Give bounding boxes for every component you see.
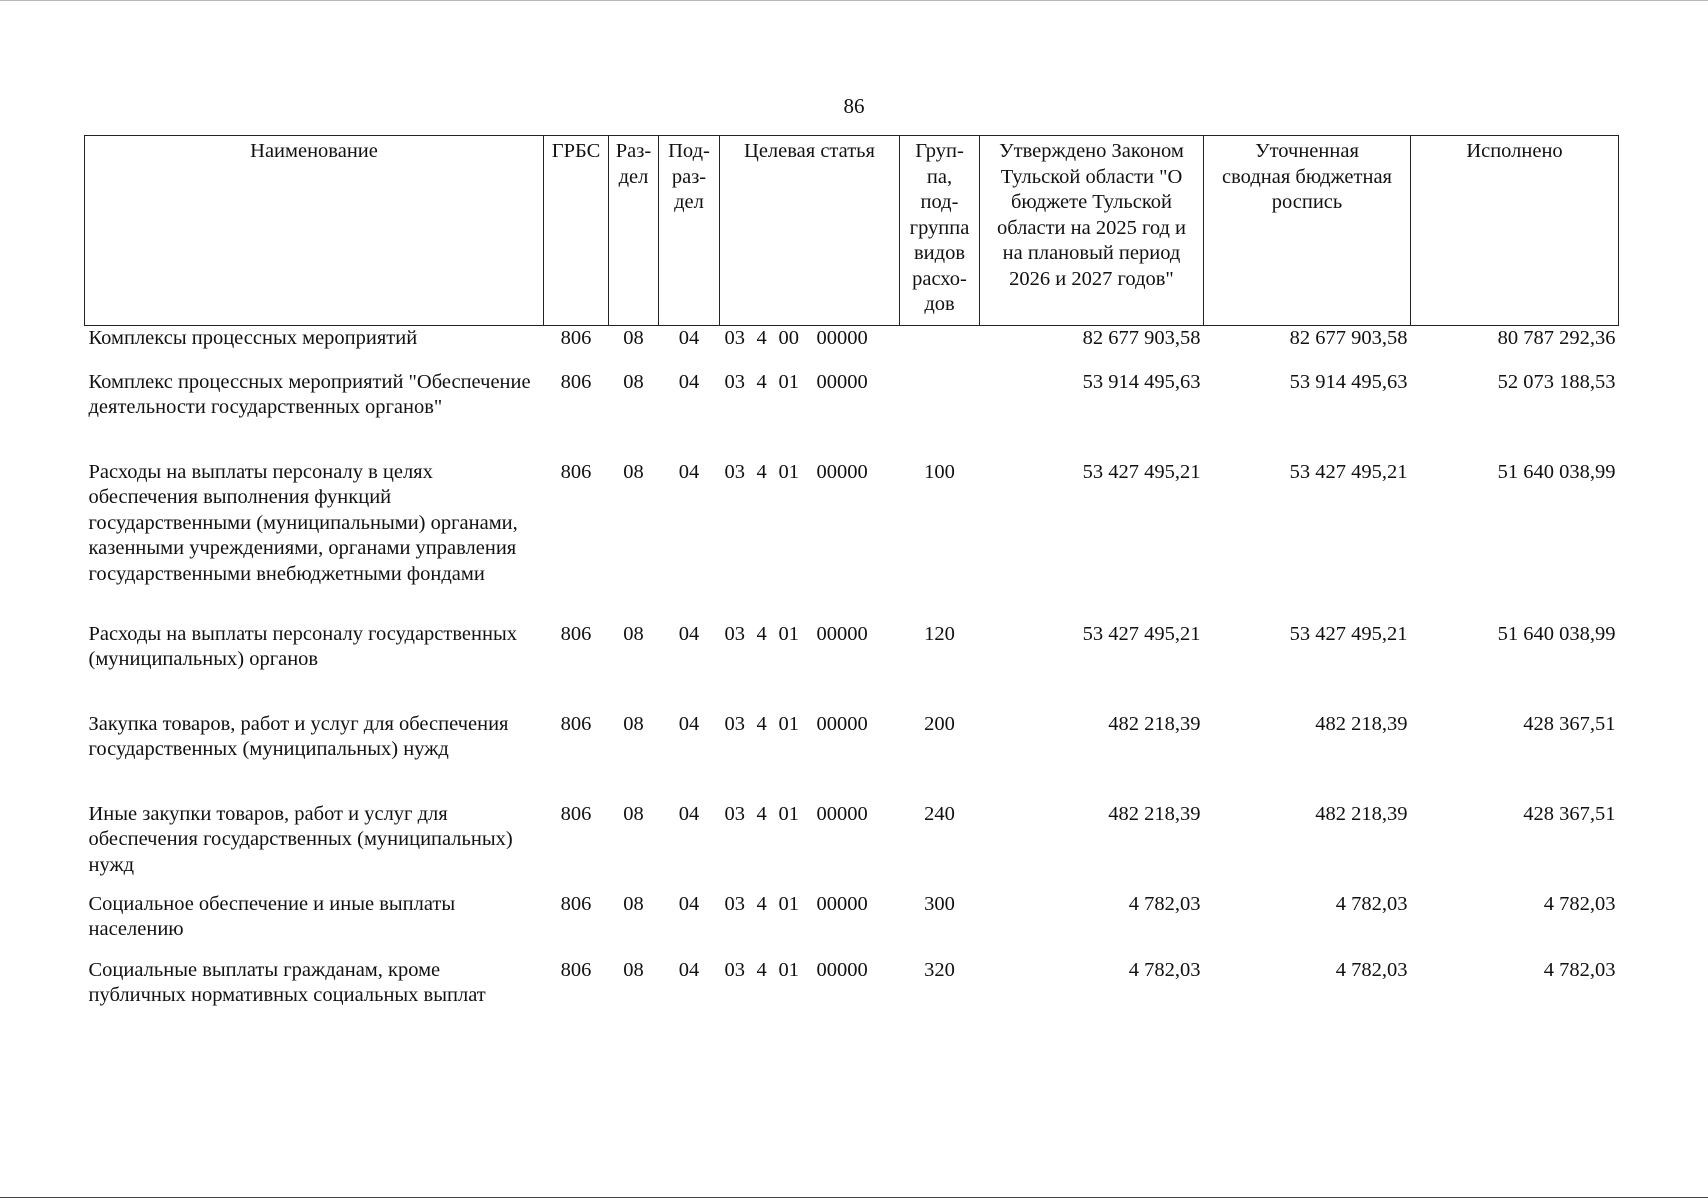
row-approved: [980, 802, 1204, 892]
row-grbs-value: 806: [560, 802, 592, 825]
row-vr: [900, 622, 980, 712]
table-row: [85, 326, 1619, 370]
row-executed: [1411, 622, 1619, 712]
row-approved: [980, 370, 1204, 460]
row-executed: [1411, 802, 1619, 892]
row-target: [720, 802, 900, 892]
table-row: [85, 370, 1619, 460]
row-approved-value: 53 427 495,21: [1082, 460, 1201, 483]
row-name-value: Иные закупки товаров, работ и услуг для обеспечения государственных (муниципальных) нужд: [88, 802, 513, 876]
header-target: [720, 136, 900, 326]
row-name-value: Комплексы процессных мероприятий: [88, 327, 418, 349]
header-target-label: Целевая статья: [744, 140, 875, 162]
row-grbs: [544, 892, 609, 958]
row-podrazdel-value: 04: [678, 622, 700, 645]
row-executed-value: 52 073 188,53: [1497, 370, 1616, 393]
table-row: [85, 802, 1619, 892]
row-vr-value: 320: [924, 958, 955, 981]
row-target: [720, 712, 900, 802]
row-podrazdel-value: 04: [678, 327, 700, 349]
target-code-part: 00000: [816, 460, 868, 483]
row-razdel-value: 08: [623, 622, 644, 645]
row-target: [720, 622, 900, 712]
row-podrazdel: [659, 802, 720, 892]
header-razdel-label: Раз- дел: [615, 140, 652, 188]
target-code-part: 03: [724, 622, 745, 645]
header-name-label: Наименование: [250, 140, 378, 162]
row-name-value: Социальные выплаты гражданам, кроме публичных нормативных социальных выплат: [88, 958, 486, 1006]
target-code-part: 4: [756, 460, 767, 483]
row-grbs: [544, 326, 609, 370]
row-executed-value: 4 782,03: [1543, 892, 1616, 915]
row-podrazdel-value: 04: [678, 892, 700, 915]
row-podrazdel-value: 04: [678, 370, 700, 393]
row-name-value: Социальное обеспечение и иные выплаты населению: [88, 892, 456, 940]
row-podrazdel: [659, 326, 720, 370]
row-refined: [1204, 892, 1411, 958]
row-grbs: [544, 958, 609, 1036]
page-top-edge: [0, 0, 1708, 1]
row-name: [85, 326, 544, 370]
row-podrazdel: [659, 622, 720, 712]
row-vr-value: 240: [924, 802, 955, 825]
row-target: [720, 326, 900, 370]
row-grbs-value: 806: [560, 958, 592, 981]
target-code-part: 4: [756, 712, 767, 735]
target-code-part: 4: [756, 327, 767, 349]
row-executed-value: 51 640 038,99: [1497, 460, 1616, 483]
target-code-part: 03: [724, 958, 745, 981]
table-row: [85, 892, 1619, 958]
target-code-part: 03: [724, 712, 745, 735]
target-code-part: 4: [756, 370, 767, 393]
row-vr: [900, 892, 980, 958]
row-razdel-value: 08: [623, 958, 644, 981]
target-code-part: 00000: [816, 370, 868, 393]
row-executed-value: 4 782,03: [1543, 958, 1616, 981]
target-code-part: 03: [724, 460, 745, 483]
target-code-part: 01: [778, 958, 799, 981]
row-target: [720, 892, 900, 958]
header-name: [85, 136, 544, 326]
row-target: [720, 460, 900, 622]
target-code-part: 03: [724, 327, 745, 349]
row-razdel-value: 08: [623, 370, 644, 393]
row-grbs: [544, 622, 609, 712]
row-refined-value: 53 914 495,63: [1289, 370, 1408, 393]
page-number: 86: [843, 94, 865, 118]
header-executed-label: Исполнено: [1466, 140, 1563, 162]
header-refined-label: Уточненная сводная бюджетная роспись: [1222, 140, 1392, 213]
row-razdel: [609, 622, 659, 712]
table-row: [85, 712, 1619, 802]
row-name: [85, 958, 544, 1036]
row-approved-value: 482 218,39: [1108, 802, 1201, 825]
row-grbs-value: 806: [560, 712, 592, 735]
row-approved-value: 4 782,03: [1128, 958, 1201, 981]
row-grbs: [544, 460, 609, 622]
row-name-value: Расходы на выплаты персоналу государственных (муниципальных) органов: [88, 622, 517, 670]
header-refined: [1204, 136, 1411, 326]
row-razdel-value: 08: [623, 327, 644, 349]
target-code-part: 00000: [816, 327, 868, 349]
row-approved: [980, 892, 1204, 958]
row-razdel-value: 08: [623, 892, 644, 915]
row-refined: [1204, 802, 1411, 892]
row-approved: [980, 460, 1204, 622]
row-podrazdel: [659, 370, 720, 460]
row-approved-value: 482 218,39: [1108, 712, 1201, 735]
row-grbs: [544, 370, 609, 460]
row-approved: [980, 712, 1204, 802]
row-grbs-value: 806: [560, 892, 592, 915]
row-podrazdel: [659, 712, 720, 802]
row-grbs-value: 806: [560, 460, 592, 483]
header-approved: [980, 136, 1204, 326]
row-grbs-value: 806: [560, 327, 592, 349]
target-code-part: 00000: [816, 802, 868, 825]
row-executed: [1411, 712, 1619, 802]
target-code-part: 4: [756, 958, 767, 981]
target-code-part: 4: [756, 892, 767, 915]
row-name-value: Закупка товаров, работ и услуг для обеспечения государственных (муниципальных) нужд: [88, 712, 509, 760]
row-executed-value: 428 367,51: [1523, 802, 1616, 825]
row-vr: [900, 712, 980, 802]
target-code-part: 03: [724, 892, 745, 915]
row-vr-value: 300: [924, 892, 955, 915]
row-podrazdel-value: 04: [678, 802, 700, 825]
target-code-part: 00: [778, 327, 799, 349]
target-code-part: 01: [778, 802, 799, 825]
row-name: [85, 712, 544, 802]
row-refined: [1204, 370, 1411, 460]
row-executed-value: 80 787 292,36: [1497, 327, 1616, 349]
header-approved-label: Утверждено Законом Тульской области "О бюджете Тульской области на 2025 год и на плановый период 2026 и 2027 годов": [996, 140, 1187, 290]
row-target: [720, 370, 900, 460]
row-grbs: [544, 802, 609, 892]
row-approved-value: 82 677 903,58: [1082, 327, 1201, 349]
row-razdel: [609, 958, 659, 1036]
header-podrazdel-label: Под- раз- дел: [668, 140, 710, 213]
row-name: [85, 460, 544, 622]
row-podrazdel-value: 04: [678, 958, 700, 981]
row-vr: [900, 460, 980, 622]
row-name: [85, 892, 544, 958]
row-razdel: [609, 370, 659, 460]
target-code-part: 01: [778, 460, 799, 483]
row-refined-value: 4 782,03: [1335, 958, 1408, 981]
row-approved: [980, 958, 1204, 1036]
row-podrazdel-value: 04: [678, 460, 700, 483]
row-refined-value: 53 427 495,21: [1289, 622, 1408, 645]
row-approved: [980, 326, 1204, 370]
row-executed: [1411, 892, 1619, 958]
row-podrazdel: [659, 892, 720, 958]
budget-table: [84, 135, 1619, 1036]
table-row: [85, 460, 1619, 622]
row-vr: [900, 802, 980, 892]
row-refined: [1204, 326, 1411, 370]
row-grbs-value: 806: [560, 370, 592, 393]
row-approved-value: 53 427 495,21: [1082, 622, 1201, 645]
header-grbs: [544, 136, 609, 326]
target-code-part: 00000: [816, 622, 868, 645]
row-razdel-value: 08: [623, 802, 644, 825]
header-vr: [900, 136, 980, 326]
row-razdel: [609, 892, 659, 958]
target-code-part: 03: [724, 802, 745, 825]
row-razdel-value: 08: [623, 712, 644, 735]
row-grbs-value: 806: [560, 622, 592, 645]
row-executed: [1411, 460, 1619, 622]
target-code-part: 01: [778, 370, 799, 393]
row-executed-value: 428 367,51: [1523, 712, 1616, 735]
row-name-value: Расходы на выплаты персоналу в целях обеспечения выполнения функций государственными (муниципальными) органами, казенными учреждениями, органами управления государственными внебюджетными фондами: [88, 460, 518, 585]
row-executed-value: 51 640 038,99: [1497, 622, 1616, 645]
row-name: [85, 370, 544, 460]
row-podrazdel: [659, 958, 720, 1036]
row-vr-value: 120: [924, 622, 955, 645]
row-podrazdel: [659, 460, 720, 622]
row-executed: [1411, 326, 1619, 370]
row-name: [85, 802, 544, 892]
target-code-part: 4: [756, 802, 767, 825]
target-code-part: 01: [778, 622, 799, 645]
row-vr-value: 200: [924, 712, 955, 735]
table-row: [85, 622, 1619, 712]
row-razdel-value: 08: [623, 460, 644, 483]
header-podrazdel: [659, 136, 720, 326]
row-refined: [1204, 958, 1411, 1036]
row-razdel: [609, 326, 659, 370]
header-grbs-label: ГРБС: [551, 140, 601, 162]
row-refined-value: 4 782,03: [1335, 892, 1408, 915]
row-approved-value: 4 782,03: [1128, 892, 1201, 915]
row-approved: [980, 622, 1204, 712]
header-vr-label: Груп- па, под- группа видов расхо- дов: [909, 140, 970, 315]
table-row: [85, 958, 1619, 1036]
row-podrazdel-value: 04: [678, 712, 700, 735]
row-refined-value: 53 427 495,21: [1289, 460, 1408, 483]
header-razdel: [609, 136, 659, 326]
row-refined: [1204, 622, 1411, 712]
row-razdel: [609, 802, 659, 892]
target-code-part: 00000: [816, 712, 868, 735]
row-refined-value: 482 218,39: [1315, 712, 1408, 735]
row-name-value: Комплекс процессных мероприятий "Обеспечение деятельности государственных органов": [88, 370, 531, 418]
row-vr: [900, 370, 980, 460]
row-razdel: [609, 460, 659, 622]
row-vr: [900, 326, 980, 370]
row-refined-value: 82 677 903,58: [1289, 327, 1408, 349]
row-target: [720, 958, 900, 1036]
header-executed: [1411, 136, 1619, 326]
target-code-part: 00000: [816, 958, 868, 981]
row-refined: [1204, 712, 1411, 802]
table-header-row: [85, 136, 1619, 326]
row-executed: [1411, 958, 1619, 1036]
row-vr: [900, 958, 980, 1036]
target-code-part: 03: [724, 370, 745, 393]
page-bottom-edge: [0, 1197, 1708, 1198]
row-executed: [1411, 370, 1619, 460]
row-vr-value: 100: [924, 460, 955, 483]
row-approved-value: 53 914 495,63: [1082, 370, 1201, 393]
row-razdel: [609, 712, 659, 802]
row-name: [85, 622, 544, 712]
target-code-part: 01: [778, 712, 799, 735]
target-code-part: 01: [778, 892, 799, 915]
row-grbs: [544, 712, 609, 802]
target-code-part: 4: [756, 622, 767, 645]
row-refined-value: 482 218,39: [1315, 802, 1408, 825]
row-refined: [1204, 460, 1411, 622]
target-code-part: 00000: [816, 892, 868, 915]
